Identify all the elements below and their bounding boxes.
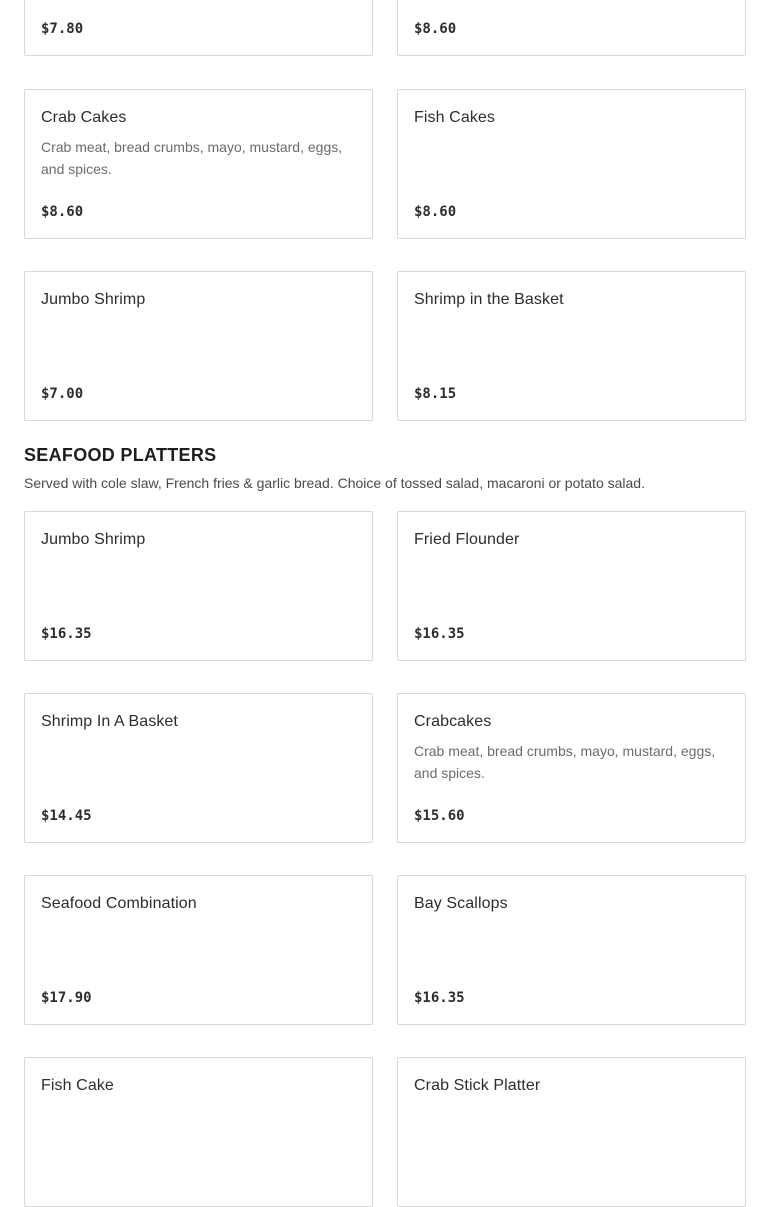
item-description: Crab meat, bread crumbs, mayo, mustard, eggs, and spices. bbox=[41, 139, 343, 177]
platter-card-jumbo-shrimp[interactable] bbox=[24, 511, 373, 661]
platter-card-shrimp-in-a-basket[interactable] bbox=[24, 693, 373, 843]
platter-card-fish-cake[interactable] bbox=[24, 1057, 373, 1207]
menu-item-card-shrimp-in-the-basket[interactable] bbox=[397, 271, 746, 421]
platter-card-seafood-combination[interactable] bbox=[24, 875, 373, 1025]
item-name: Jumbo Shrimp bbox=[41, 531, 146, 548]
item-price: $14.45 bbox=[41, 808, 92, 824]
item-price: $17.90 bbox=[41, 990, 92, 1006]
item-price: $8.60 bbox=[414, 204, 457, 220]
item-price: $16.35 bbox=[414, 626, 465, 642]
item-name: Crab Stick Platter bbox=[414, 1077, 541, 1094]
item-price: $8.15 bbox=[414, 386, 457, 402]
item-name: Shrimp in the Basket bbox=[414, 291, 564, 308]
platter-card-fried-flounder[interactable] bbox=[397, 511, 746, 661]
item-name: Fish Cake bbox=[41, 1077, 114, 1094]
item-price: $7.80 bbox=[41, 21, 84, 37]
item-price: $7.00 bbox=[41, 386, 84, 402]
item-price: $8.60 bbox=[41, 204, 84, 220]
menu-item-card-crab-cakes[interactable] bbox=[24, 89, 373, 239]
platter-card-bay-scallops[interactable] bbox=[397, 875, 746, 1025]
item-price: $16.35 bbox=[414, 990, 465, 1006]
item-price: $8.60 bbox=[414, 21, 457, 37]
item-description: Crab meat, bread crumbs, mayo, mustard, eggs, and spices. bbox=[414, 743, 716, 781]
platter-card-crabcakes[interactable] bbox=[397, 693, 746, 843]
menu-item-card-jumbo-shrimp[interactable] bbox=[24, 271, 373, 421]
item-name: Seafood Combination bbox=[41, 895, 197, 912]
section-title: SEAFOOD PLATTERS bbox=[24, 445, 217, 465]
item-name: Fish Cakes bbox=[414, 109, 496, 126]
section-description: Served with cole slaw, French fries & garlic bread. Choice of tossed salad, macaroni or potato salad. bbox=[24, 475, 645, 491]
item-name: Jumbo Shrimp bbox=[41, 291, 146, 308]
item-name: Bay Scallops bbox=[414, 895, 508, 912]
menu-item-card[interactable] bbox=[24, 0, 373, 56]
menu-item-card[interactable] bbox=[397, 0, 746, 56]
item-name: Crabcakes bbox=[414, 713, 492, 730]
item-name: Fried Flounder bbox=[414, 531, 520, 548]
item-name: Crab Cakes bbox=[41, 109, 127, 126]
menu-item-card-fish-cakes[interactable] bbox=[397, 89, 746, 239]
platter-card-crab-stick-platter[interactable] bbox=[397, 1057, 746, 1207]
item-price: $16.35 bbox=[41, 626, 92, 642]
item-name: Shrimp In A Basket bbox=[41, 713, 178, 730]
item-price: $15.60 bbox=[414, 808, 465, 824]
